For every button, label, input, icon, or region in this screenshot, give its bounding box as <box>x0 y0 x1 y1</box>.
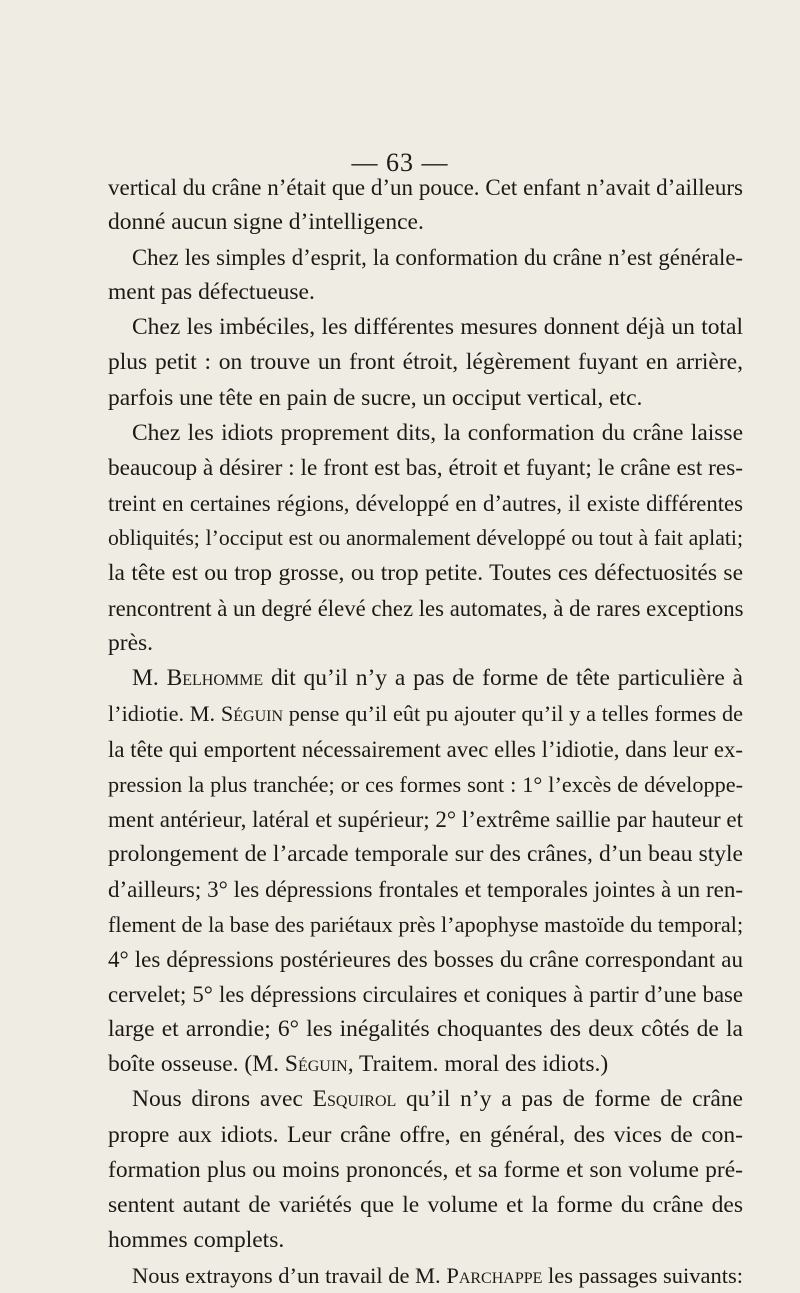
text-line: large et arrondie; 6° les inégalités choquantes des deux côtés de la <box>108 1016 743 1043</box>
text-line: propre aux idiots. Leur crâne offre, en général, des vices de con- <box>108 1121 743 1148</box>
text-line: donné aucun signe d’intelligence. <box>108 209 424 236</box>
text-line: parfois une tête en pain de sucre, un occiput vertical, etc. <box>108 384 643 411</box>
text-line: Nous extrayons d’un travail de M. Parchappe les passages suivants: <box>132 1262 744 1288</box>
text-line: la tête qui emportent nécessairement avec elles l’idiotie, dans leur ex- <box>108 736 743 762</box>
text-line: la tête est ou trop grosse, ou trop petite. Toutes ces défectuosités se <box>108 560 743 587</box>
text-line: Chez les imbéciles, les différentes mesures donnent déjà un total <box>132 314 743 341</box>
text-line: treint en certaines régions, développé en d’autres, il existe différentes <box>108 490 743 516</box>
text-line: vertical du crâne n’était que d’un pouce. Cet enfant n’avait d’ailleurs <box>108 175 743 200</box>
text-line: 4° les dépressions postérieures des bosses du crâne correspondant au <box>108 947 743 973</box>
body-text <box>108 170 743 1293</box>
text-line: hommes complets. <box>108 1226 285 1253</box>
page-number: — 63 — <box>351 148 449 177</box>
text-line: rencontrent à un degré élevé chez les automates, à de rares exceptions <box>108 596 744 622</box>
text-line: flement de la base des pariétaux près l’apophyse mastoïde du temporal; <box>108 911 744 937</box>
text-line: sentent autant de variétés que le volume et la forme du crâne des <box>108 1191 743 1218</box>
text-line: Chez les simples d’esprit, la conformation du crâne n’est générale- <box>132 245 743 271</box>
text-line: M. Belhomme dit qu’il n’y a pas de forme de tête particulière à <box>132 665 743 692</box>
text-line: d’ailleurs; 3° les dépressions frontales et temporales jointes à un ren- <box>108 876 743 902</box>
text-line: près. <box>108 630 154 657</box>
text-line: prolongement de l’arcade temporale sur des crânes, d’un beau style <box>108 840 743 867</box>
text-line: obliquités; l’occiput est ou anormalement développé ou tout à fait aplati; <box>108 525 743 550</box>
text-line: pression la plus tranchée; or ces formes sont : 1° l’excès de développe- <box>108 771 743 797</box>
text-line: ment pas défectueuse. <box>108 279 315 306</box>
text-line: cervelet; 5° les dépressions circulaires et coniques à partir d’une base <box>108 982 743 1008</box>
text-line: l’idiotie. M. Séguin pense qu’il eût pu ajouter qu’il y a telles formes de <box>108 701 743 727</box>
text-line: Nous dirons avec Esquirol qu’il n’y a pas de forme de crâne <box>132 1086 743 1113</box>
text-line: ment antérieur, latéral et supérieur; 2° l’extrême saillie par hauteur et <box>108 806 743 832</box>
text-line: Chez les idiots proprement dits, la conformation du crâne laisse <box>132 419 743 446</box>
text-line: beaucoup à désirer : le front est bas, étroit et fuyant; le crâne est res- <box>108 454 743 481</box>
text-line: boîte osseuse. (M. Séguin, Traitem. moral des idiots.) <box>108 1051 609 1078</box>
text-line: formation plus ou moins prononcés, et sa forme et son volume pré- <box>108 1156 743 1183</box>
text-line: plus petit : on trouve un front étroit, légèrement fuyant en arrière, <box>108 349 743 376</box>
